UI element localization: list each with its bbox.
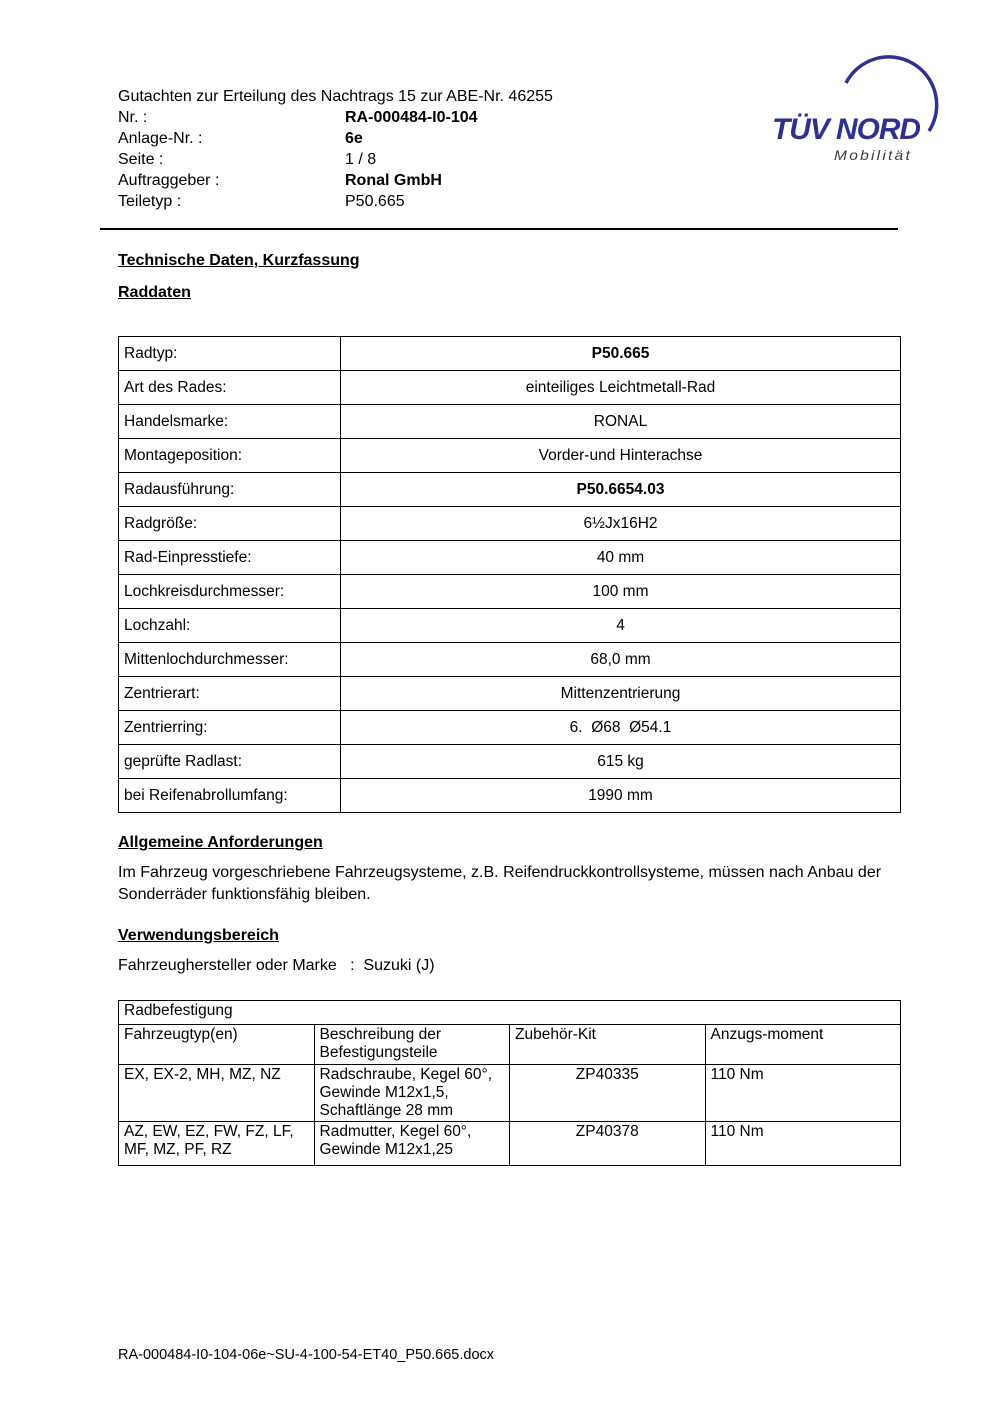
header-field-label: Teiletyp : [118, 193, 182, 210]
column-header-beschreibung: Beschreibung der Befestigungsteile [314, 1025, 510, 1065]
header-field-value: 1 / 8 [345, 151, 377, 168]
header-field-value: Ronal GmbH [345, 172, 442, 189]
raddaten-label: Radausführung: [119, 473, 341, 507]
table-row [119, 473, 901, 507]
table-row [119, 507, 901, 541]
document-header [118, 86, 553, 212]
header-field-value: 6e [345, 130, 363, 147]
table-row [119, 779, 901, 813]
zubehoer-kit-cell: ZP40335 [510, 1065, 706, 1122]
raddaten-label: bei Reifenabrollumfang: [119, 779, 341, 813]
raddaten-value: RONAL [341, 405, 901, 439]
heading-raddaten: Raddaten [118, 284, 191, 301]
allgemeine-anforderungen-text: Im Fahrzeug vorgeschriebene Fahrzeugsysteme, z.B. Reifendruckkontrollsysteme, müssen nach Anbau der Sonderräder funktionsfähig bleiben. [118, 864, 882, 903]
raddaten-value: 68,0 mm [341, 643, 901, 677]
anzugsmoment-cell: 110 Nm [705, 1065, 901, 1122]
logo-subtitle: Mobilität [834, 147, 912, 163]
raddaten-value: einteiliges Leichtmetall-Rad [341, 371, 901, 405]
heading-allgemeine-anforderungen: Allgemeine Anforderungen [118, 834, 323, 851]
table-row [119, 541, 901, 575]
table-row [119, 643, 901, 677]
anzugsmoment-cell: 110 Nm [705, 1122, 901, 1166]
raddaten-label: geprüfte Radlast: [119, 745, 341, 779]
fahrzeugtyp-cell: AZ, EW, EZ, FW, FZ, LF, MF, MZ, PF, RZ [119, 1122, 315, 1166]
document-title-line: Gutachten zur Erteilung des Nachtrags 15 zur ABE-Nr. 46255 [118, 88, 553, 105]
raddaten-label: Zentrierring: [119, 711, 341, 745]
raddaten-label: Art des Rades: [119, 371, 341, 405]
table-row [119, 677, 901, 711]
table-row [119, 745, 901, 779]
column-header-fahrzeugtyp: Fahrzeugtyp(en) [119, 1025, 315, 1065]
raddaten-label: Zentrierart: [119, 677, 341, 711]
heading-verwendungsbereich: Verwendungsbereich [118, 927, 279, 944]
raddaten-value: 100 mm [341, 575, 901, 609]
raddaten-label: Radgröße: [119, 507, 341, 541]
column-header-anzugsmoment: Anzugs-moment [705, 1025, 901, 1065]
raddaten-value: 4 [341, 609, 901, 643]
fahrzeughersteller-line: Fahrzeughersteller oder Marke : Suzuki (J) [118, 957, 435, 974]
table-header-row [119, 1025, 901, 1065]
footer-filename: RA-000484-I0-104-06e~SU-4-100-54-ET40_P50.665.docx [118, 1347, 495, 1363]
table-row [119, 1001, 901, 1025]
table-row [119, 337, 901, 371]
zubehoer-kit-cell: ZP40378 [510, 1122, 706, 1166]
raddaten-value: 615 kg [341, 745, 901, 779]
column-header-zubehoer-kit: Zubehör-Kit [510, 1025, 706, 1065]
radbefestigung-title: Radbefestigung [119, 1001, 901, 1025]
raddaten-value: 6½Jx16H2 [341, 507, 901, 541]
table-row [119, 575, 901, 609]
header-field-label: Seite : [118, 151, 164, 168]
raddaten-value: P50.6654.03 [341, 473, 901, 507]
raddaten-value: Vorder-und Hinterachse [341, 439, 901, 473]
header-divider [100, 228, 898, 230]
raddaten-value: 6. Ø68 Ø54.1 [341, 711, 901, 745]
header-fields [118, 107, 553, 212]
raddaten-table [118, 336, 901, 813]
table-row [119, 609, 901, 643]
raddaten-label: Montageposition: [119, 439, 341, 473]
table-row [119, 405, 901, 439]
heading-technische-daten: Technische Daten, Kurzfassung [118, 252, 360, 269]
header-field-value: P50.665 [345, 193, 405, 210]
raddaten-label: Mittenlochdurchmesser: [119, 643, 341, 677]
header-field-label: Anlage-Nr. : [118, 130, 203, 147]
beschreibung-cell: Radschraube, Kegel 60°, Gewinde M12x1,5, Schaftlänge 28 mm [314, 1065, 510, 1122]
table-row [119, 371, 901, 405]
raddaten-label: Radtyp: [119, 337, 341, 371]
header-field-value: RA-000484-I0-104 [345, 109, 478, 126]
raddaten-value: P50.665 [341, 337, 901, 371]
beschreibung-cell: Radmutter, Kegel 60°, Gewinde M12x1,25 [314, 1122, 510, 1166]
table-row [119, 1122, 901, 1166]
header-field-label: Nr. : [118, 109, 148, 126]
table-row [119, 1065, 901, 1122]
raddaten-label: Handelsmarke: [119, 405, 341, 439]
raddaten-value: 1990 mm [341, 779, 901, 813]
raddaten-label: Lochzahl: [119, 609, 341, 643]
radbefestigung-table [118, 1000, 901, 1166]
fahrzeugtyp-cell: EX, EX-2, MH, MZ, NZ [119, 1065, 315, 1122]
raddaten-value: 40 mm [341, 541, 901, 575]
raddaten-label: Rad-Einpresstiefe: [119, 541, 341, 575]
table-row [119, 711, 901, 745]
raddaten-value: Mittenzentrierung [341, 677, 901, 711]
tuv-nord-logo [770, 53, 950, 175]
raddaten-label: Lochkreisdurchmesser: [119, 575, 341, 609]
logo-wordmark: TÜV NORD [772, 113, 921, 146]
table-row [119, 439, 901, 473]
header-field-label: Auftraggeber : [118, 172, 220, 189]
